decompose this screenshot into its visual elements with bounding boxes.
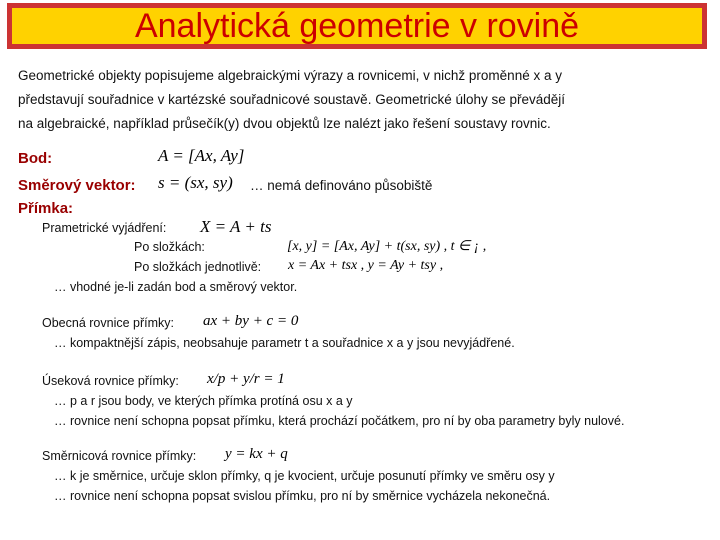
jednotlive-formula: x = Ax + tsx , y = Ay + tsy , — [288, 258, 444, 273]
po-slozkach-label: Po složkách: — [134, 240, 205, 254]
obecna-label: Obecná rovnice přímky: — [42, 316, 174, 330]
smerovy-vektor-note: … nemá definováno působiště — [250, 178, 433, 193]
smernicova-formula: y = kx + q — [225, 446, 288, 462]
smerovy-vektor-label: Směrový vektor: — [18, 177, 136, 194]
usekova-label: Úseková rovnice přímky: — [42, 374, 179, 388]
usekova-formula: x/p + y/r = 1 — [207, 371, 285, 387]
smernicova-note-1: … k je směrnice, určuje sklon přímky, q je kvocient, určuje posunutí přímky ve směru osy y — [54, 469, 555, 483]
smernicova-label: Směrnicová rovnice přímky: — [42, 449, 197, 463]
jednotlive-label: Po složkách jednotlivě: — [134, 260, 262, 274]
parametricke-formula: X = A + ts — [200, 217, 272, 236]
primka-label: Přímka: — [18, 200, 74, 217]
obecna-note: … kompaktnější zápis, neobsahuje parametr t a souřadnice x a y jsou nevyjádřené. — [54, 336, 515, 350]
smernicova-note-2: … rovnice není schopna popsat svislou přímku, pro ní by směrnice vycházela nekonečná. — [54, 489, 551, 503]
intro-line-2: představují souřadnice v kartézské souřadnicové soustavě. Geometrické úlohy se převádějí — [18, 92, 566, 107]
parametricke-note: … vhodné je-li zadán bod a směrový vektor. — [54, 280, 298, 294]
obecna-formula: ax + by + c = 0 — [203, 313, 299, 329]
bod-label: Bod: — [18, 150, 53, 167]
parametricke-label: Prametrické vyjádření: — [42, 221, 167, 235]
intro-line-3: na algebraické, například průsečík(y) dvou objektů lze nalézt jako řešení soustavy rovnic. — [18, 116, 551, 131]
usekova-note-2: … rovnice není schopna popsat přímku, která prochází počátkem, pro ní by oba parametry byly nulové. — [54, 414, 625, 428]
title-banner-inner — [12, 8, 702, 44]
po-slozkach-formula: [x, y] = [Ax, Ay] + t(sx, sy) , t ∈ ¡ , — [287, 239, 487, 254]
smerovy-vektor-formula: s = (sx, sy) — [158, 173, 233, 192]
intro-line-1: Geometrické objekty popisujeme algebraickými výrazy a rovnicemi, v nichž proměnné x a y — [18, 68, 562, 83]
bod-formula: A = [Ax, Ay] — [158, 146, 245, 165]
usekova-note-1: … p a r jsou body, ve kterých přímka protíná osu x a y — [54, 394, 353, 408]
page-title: Analytická geometrie v rovině — [134, 7, 580, 45]
title-banner — [7, 3, 707, 49]
